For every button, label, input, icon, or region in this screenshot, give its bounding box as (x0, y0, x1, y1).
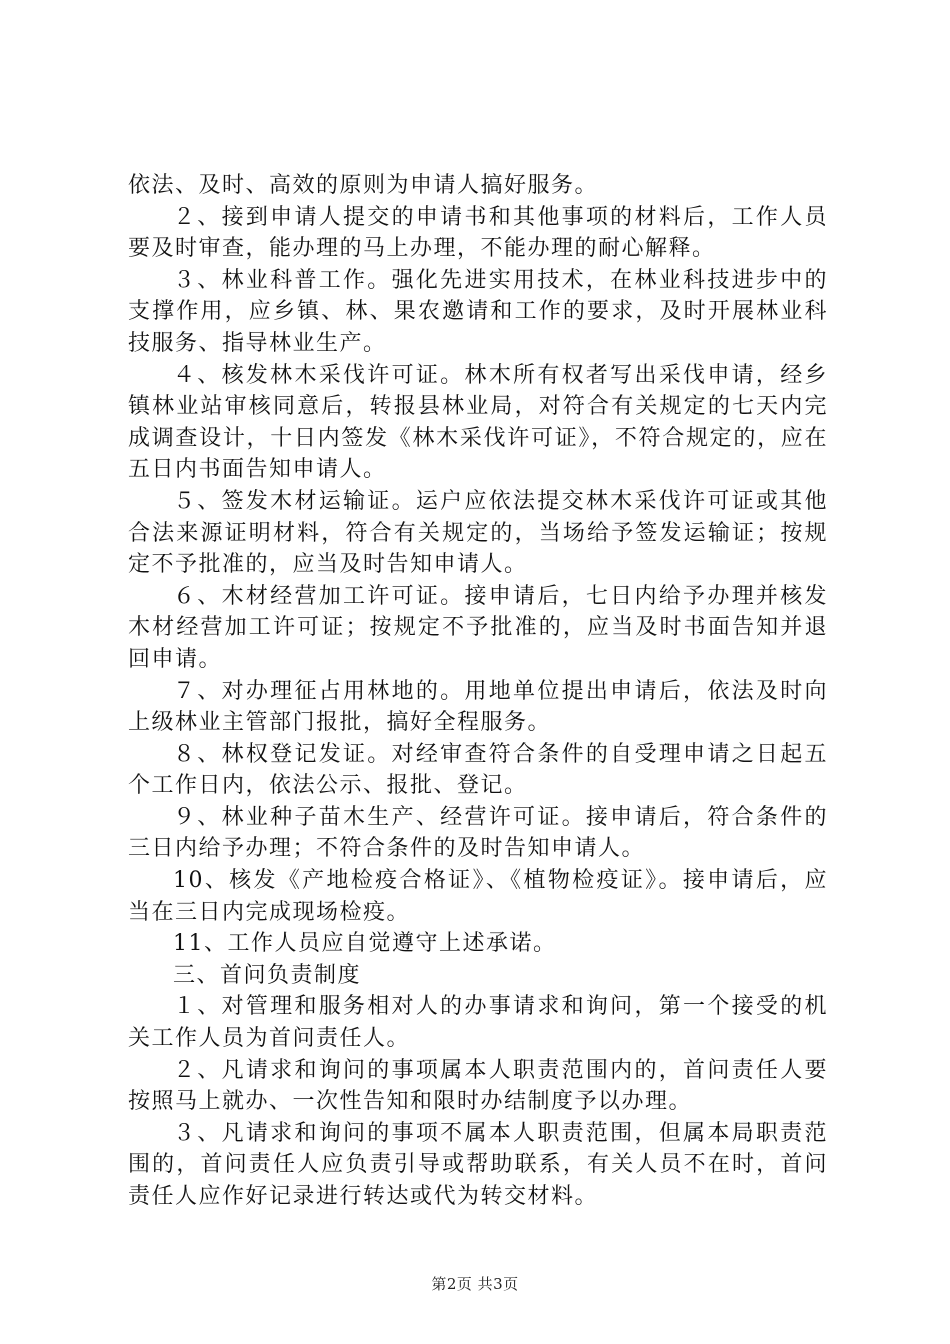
page-number-footer: 第2页 共3页 (431, 1275, 519, 1293)
paragraph-14: ２、凡请求和询问的事项属本人职责范围内的，首问责任人要按照马上就办、一次性告知和限时办结制度予以办理。 (128, 1057, 828, 1115)
paragraph-8: ８、林权登记发证。对经审查符合条件的自受理申请之日起五个工作日内，依法公示、报批、登记。 (128, 741, 828, 799)
paragraph-6: ６、木材经营加工许可证。接申请后，七日内给予办理并核发木材经营加工许可证；按规定不予批准的，应当及时书面告知并退回申请。 (128, 583, 828, 672)
paragraph-9: ９、林业种子苗木生产、经营许可证。接申请后，符合条件的三日内给予办理；不符合条件的及时告知申请人。 (128, 804, 828, 862)
paragraph-11: 11、工作人员应自觉遵守上述承诺。 (173, 931, 557, 957)
paragraph-10: 10、核发《产地检疫合格证》、《植物检疫证》。接申请后，应当在三日内完成现场检疫。 (128, 868, 828, 925)
paragraph-3: ３、林业科普工作。强化先进实用技术，在林业科技进步中的支撑作用，应乡镇、林、果农邀请和工作的要求，及时开展林业科技服务、指导林业生产。 (128, 267, 828, 356)
paragraph-7: ７、对办理征占用林地的。用地单位提出申请后，依法及时向上级林业主管部门报批，搞好全程服务。 (128, 678, 828, 736)
paragraph-5: ５、签发木材运输证。运户应依法提交林木采伐许可证或其他合法来源证明材料，符合有关规定的，当场给予签发运输证；按规定不予批准的，应当及时告知申请人。 (128, 488, 828, 578)
document-body (128, 170, 828, 1213)
section-heading: 三、首问负责制度 (173, 962, 362, 988)
paragraph-4: ４、核发林木采伐许可证。林木所有权者写出采伐申请，经乡镇林业站审核同意后，转报县林业局，对符合有关规定的七天内完成调查设计，十日内签发《林木采伐许可证》，不符合规定的，应在五日内书面告知申请人。 (128, 362, 828, 483)
paragraph-2: ２、接到申请人提交的申请书和其他事项的材料后，工作人员要及时审查，能办理的马上办理，不能办理的耐心解释。 (128, 204, 828, 262)
paragraph-15: ３、凡请求和询问的事项不属本人职责范围，但属本局职责范围的，首问责任人应负责引导或帮助联系，有关人员不在时，首问责任人应作好记录进行转达或代为转交材料。 (128, 1120, 828, 1209)
paragraph-13: １、对管理和服务相对人的办事请求和询问，第一个接受的机关工作人员为首问责任人。 (128, 994, 828, 1052)
paragraph-1: 依法、及时、高效的原则为申请人搞好服务。 (128, 173, 599, 198)
